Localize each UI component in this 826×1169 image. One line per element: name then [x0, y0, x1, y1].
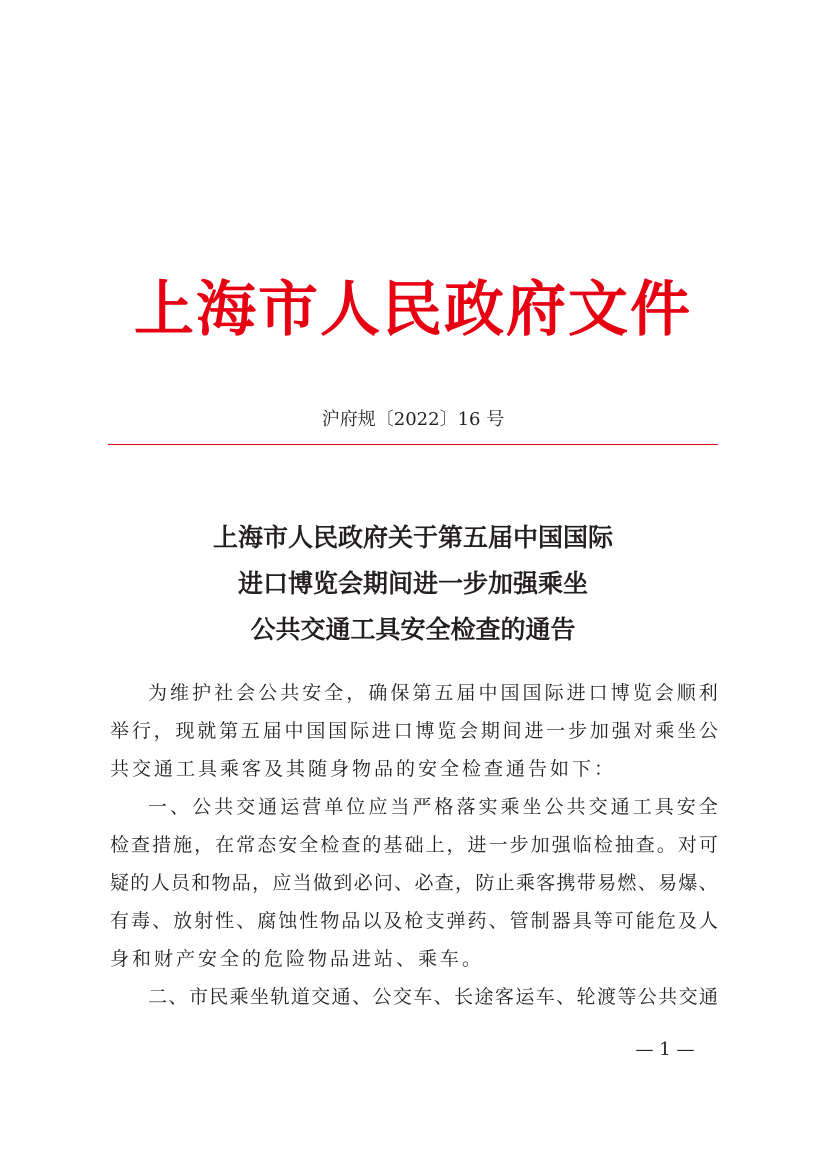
document-title [0, 515, 826, 653]
page-number: — 1 — [635, 1039, 695, 1060]
document-body [110, 674, 718, 1016]
body-line: 有 毒 、 放 射 性 、 腐 蚀 性 物 品 以 及 枪 支 弹 药 、 管 制 器 具 等 可 能 危 及 人 [110, 910, 718, 932]
body-line: 一 、 公 共 交 通 运 营 单 位 应 当 严 格 落 实 乘 坐 公 共 交 通 工 具 安 全 [148, 796, 718, 818]
body-line: 检 查 措 施 ， 在 常 态 安 全 检 查 的 基 础 上 ， 进 一 步 加 强 临 检 抽 查 。 对 可 [110, 834, 718, 856]
title-line: 进口博览会期间进一步加强乘坐 [237, 569, 588, 598]
body-line: 共交通工具乘客及其随身物品的安全检查通告如下： [110, 758, 617, 780]
title-line: 公共交通工具安全检查的通告 [250, 615, 576, 644]
body-line: 疑 的 人 员 和 物 品 ， 应 当 做 到 必 问 、 必 查 ， 防 止 乘 客 携 带 易 燃 、 易 爆 、 [110, 872, 718, 894]
body-line: 为 维 护 社 会 公 共 安 全 ， 确 保 第 五 届 中 国 国 际 进 口 博 览 会 顺 利 [148, 682, 718, 704]
document-masthead: 上海市人民政府文件 [134, 275, 692, 345]
body-line: 二 、 市 民 乘 坐 轨 道 交 通 、 公 交 车 、 长 途 客 运 车 、 轮 渡 等 公 共 交 通 [148, 986, 718, 1008]
title-line: 上海市人民政府关于第五届中国国际 [212, 523, 613, 552]
body-line: 举 行 ， 现 就 第 五 届 中 国 国 际 进 口 博 览 会 期 间 进 一 步 加 强 对 乘 坐 公 [110, 720, 718, 742]
document-number: 沪府规〔2022〕16 号 [321, 409, 505, 430]
body-line: 身和财产安全的危险物品进站、乘车。 [110, 948, 485, 970]
red-divider-line [108, 444, 718, 445]
